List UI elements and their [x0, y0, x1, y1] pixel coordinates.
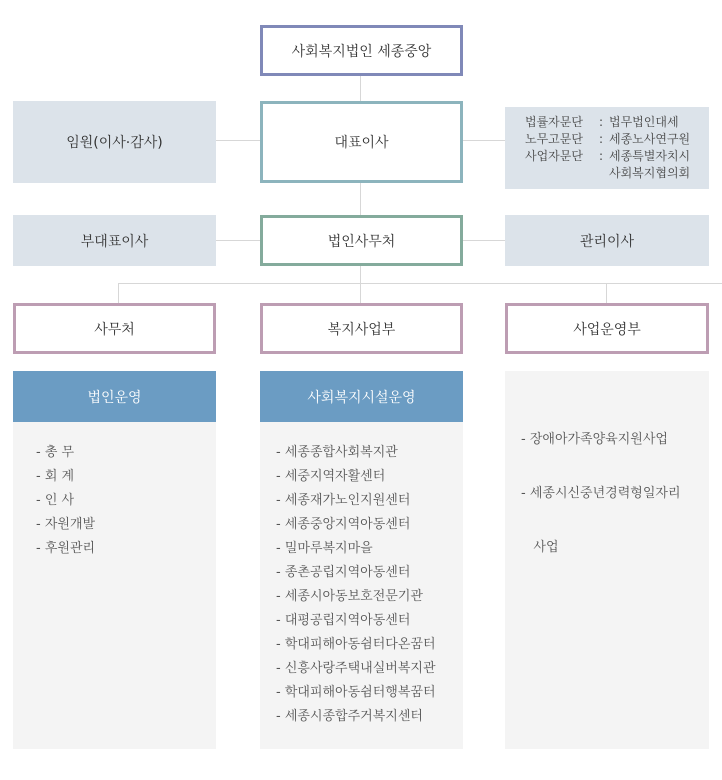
list-item: - 회 계 — [36, 469, 75, 484]
advisors-box — [505, 107, 709, 189]
list-item: - 인 사 — [36, 493, 75, 508]
list-item: - 학대피해아동쉼터다온꿈터 — [276, 637, 436, 652]
advisor-legal: 법률자문단 : 법무법인대세 — [525, 115, 679, 129]
vice-ceo-box — [13, 215, 216, 266]
welfare-facility-list — [276, 441, 436, 729]
advisor-labor: 노무고문단 : 세종노사연구원 — [525, 132, 691, 146]
list-item: - 대평공립지역아동센터 — [276, 613, 411, 628]
sub-welfare-facility-header — [260, 371, 463, 422]
dept-operations-box — [505, 303, 709, 354]
connector-dept1 — [118, 283, 119, 303]
dept-welfare-label: 복지사업부 — [327, 321, 396, 338]
list-item: - 종촌공립지역아동센터 — [276, 565, 411, 580]
advisors-list — [525, 114, 690, 182]
list-item: - 세종종합사회복지관 — [276, 445, 398, 460]
connector-ceo-advisors — [463, 140, 505, 141]
top-org-box — [260, 25, 463, 76]
list-item: - 세종시종합주거복지센터 — [276, 709, 423, 724]
operations-panel — [505, 371, 709, 749]
dept-secretariat-box — [13, 303, 216, 354]
list-item: - 세종재가노인지원센터 — [276, 493, 411, 508]
managing-director-label: 관리이사 — [579, 233, 635, 250]
list-item: - 세종중앙지역아동센터 — [276, 517, 411, 532]
list-item: - 세종시아동보호전문기관 — [276, 589, 423, 604]
advisor-business: 사업자문단 : 세종특별자치시 — [525, 149, 691, 163]
list-item: - 장애아가족양육지원사업 — [521, 432, 668, 447]
list-item: - 세종시신중년경력형일자리 — [521, 486, 681, 501]
list-item: - 신흥사랑주택내실버복지관 — [276, 661, 436, 676]
sub-corporate-operation-header — [13, 371, 216, 422]
dept-secretariat-label: 사무처 — [94, 321, 135, 338]
dept-welfare-box — [260, 303, 463, 354]
sub-corporate-operation-label: 법인운영 — [87, 389, 142, 406]
list-item: - 밀마루복지마을 — [276, 541, 373, 556]
welfare-panel — [260, 422, 463, 749]
vice-ceo-label: 부대표이사 — [80, 233, 149, 250]
connector-top-ceo — [360, 75, 361, 101]
list-item: - 후원관리 — [36, 541, 96, 556]
connector-exec-ceo — [216, 140, 260, 141]
connector-horizontal-bus — [118, 283, 722, 284]
secretariat-panel — [13, 422, 216, 749]
executives-label: 임원(이사·감사) — [66, 135, 163, 151]
advisor-business-cont: 사회복지협의회 — [609, 166, 691, 180]
connector-office-down — [360, 265, 361, 284]
office-box — [260, 215, 463, 266]
ceo-label: 대표이사 — [334, 135, 389, 151]
connector-vice-office — [216, 240, 260, 241]
executives-box — [13, 101, 216, 183]
list-item: - 자원개발 — [36, 517, 96, 532]
secretariat-list — [36, 441, 95, 561]
office-label: 법인사무처 — [327, 233, 396, 250]
top-org-label: 사회복지법인 세종중앙 — [291, 43, 432, 60]
connector-dept3 — [606, 283, 607, 303]
list-item: - 학대피해아동쉼터행복꿈터 — [276, 685, 436, 700]
connector-dept2 — [360, 283, 361, 303]
operations-list — [521, 398, 681, 590]
sub-welfare-facility-label: 사회복지시설운영 — [307, 389, 416, 406]
list-item: - 세중지역자활센터 — [276, 469, 386, 484]
list-item: 사업 — [521, 540, 559, 555]
ceo-box — [260, 101, 463, 183]
dept-operations-label: 사업운영부 — [573, 321, 641, 338]
connector-ceo-office — [360, 182, 361, 215]
managing-director-box — [505, 215, 709, 266]
connector-office-manager — [463, 240, 505, 241]
list-item: - 총 무 — [36, 445, 75, 460]
